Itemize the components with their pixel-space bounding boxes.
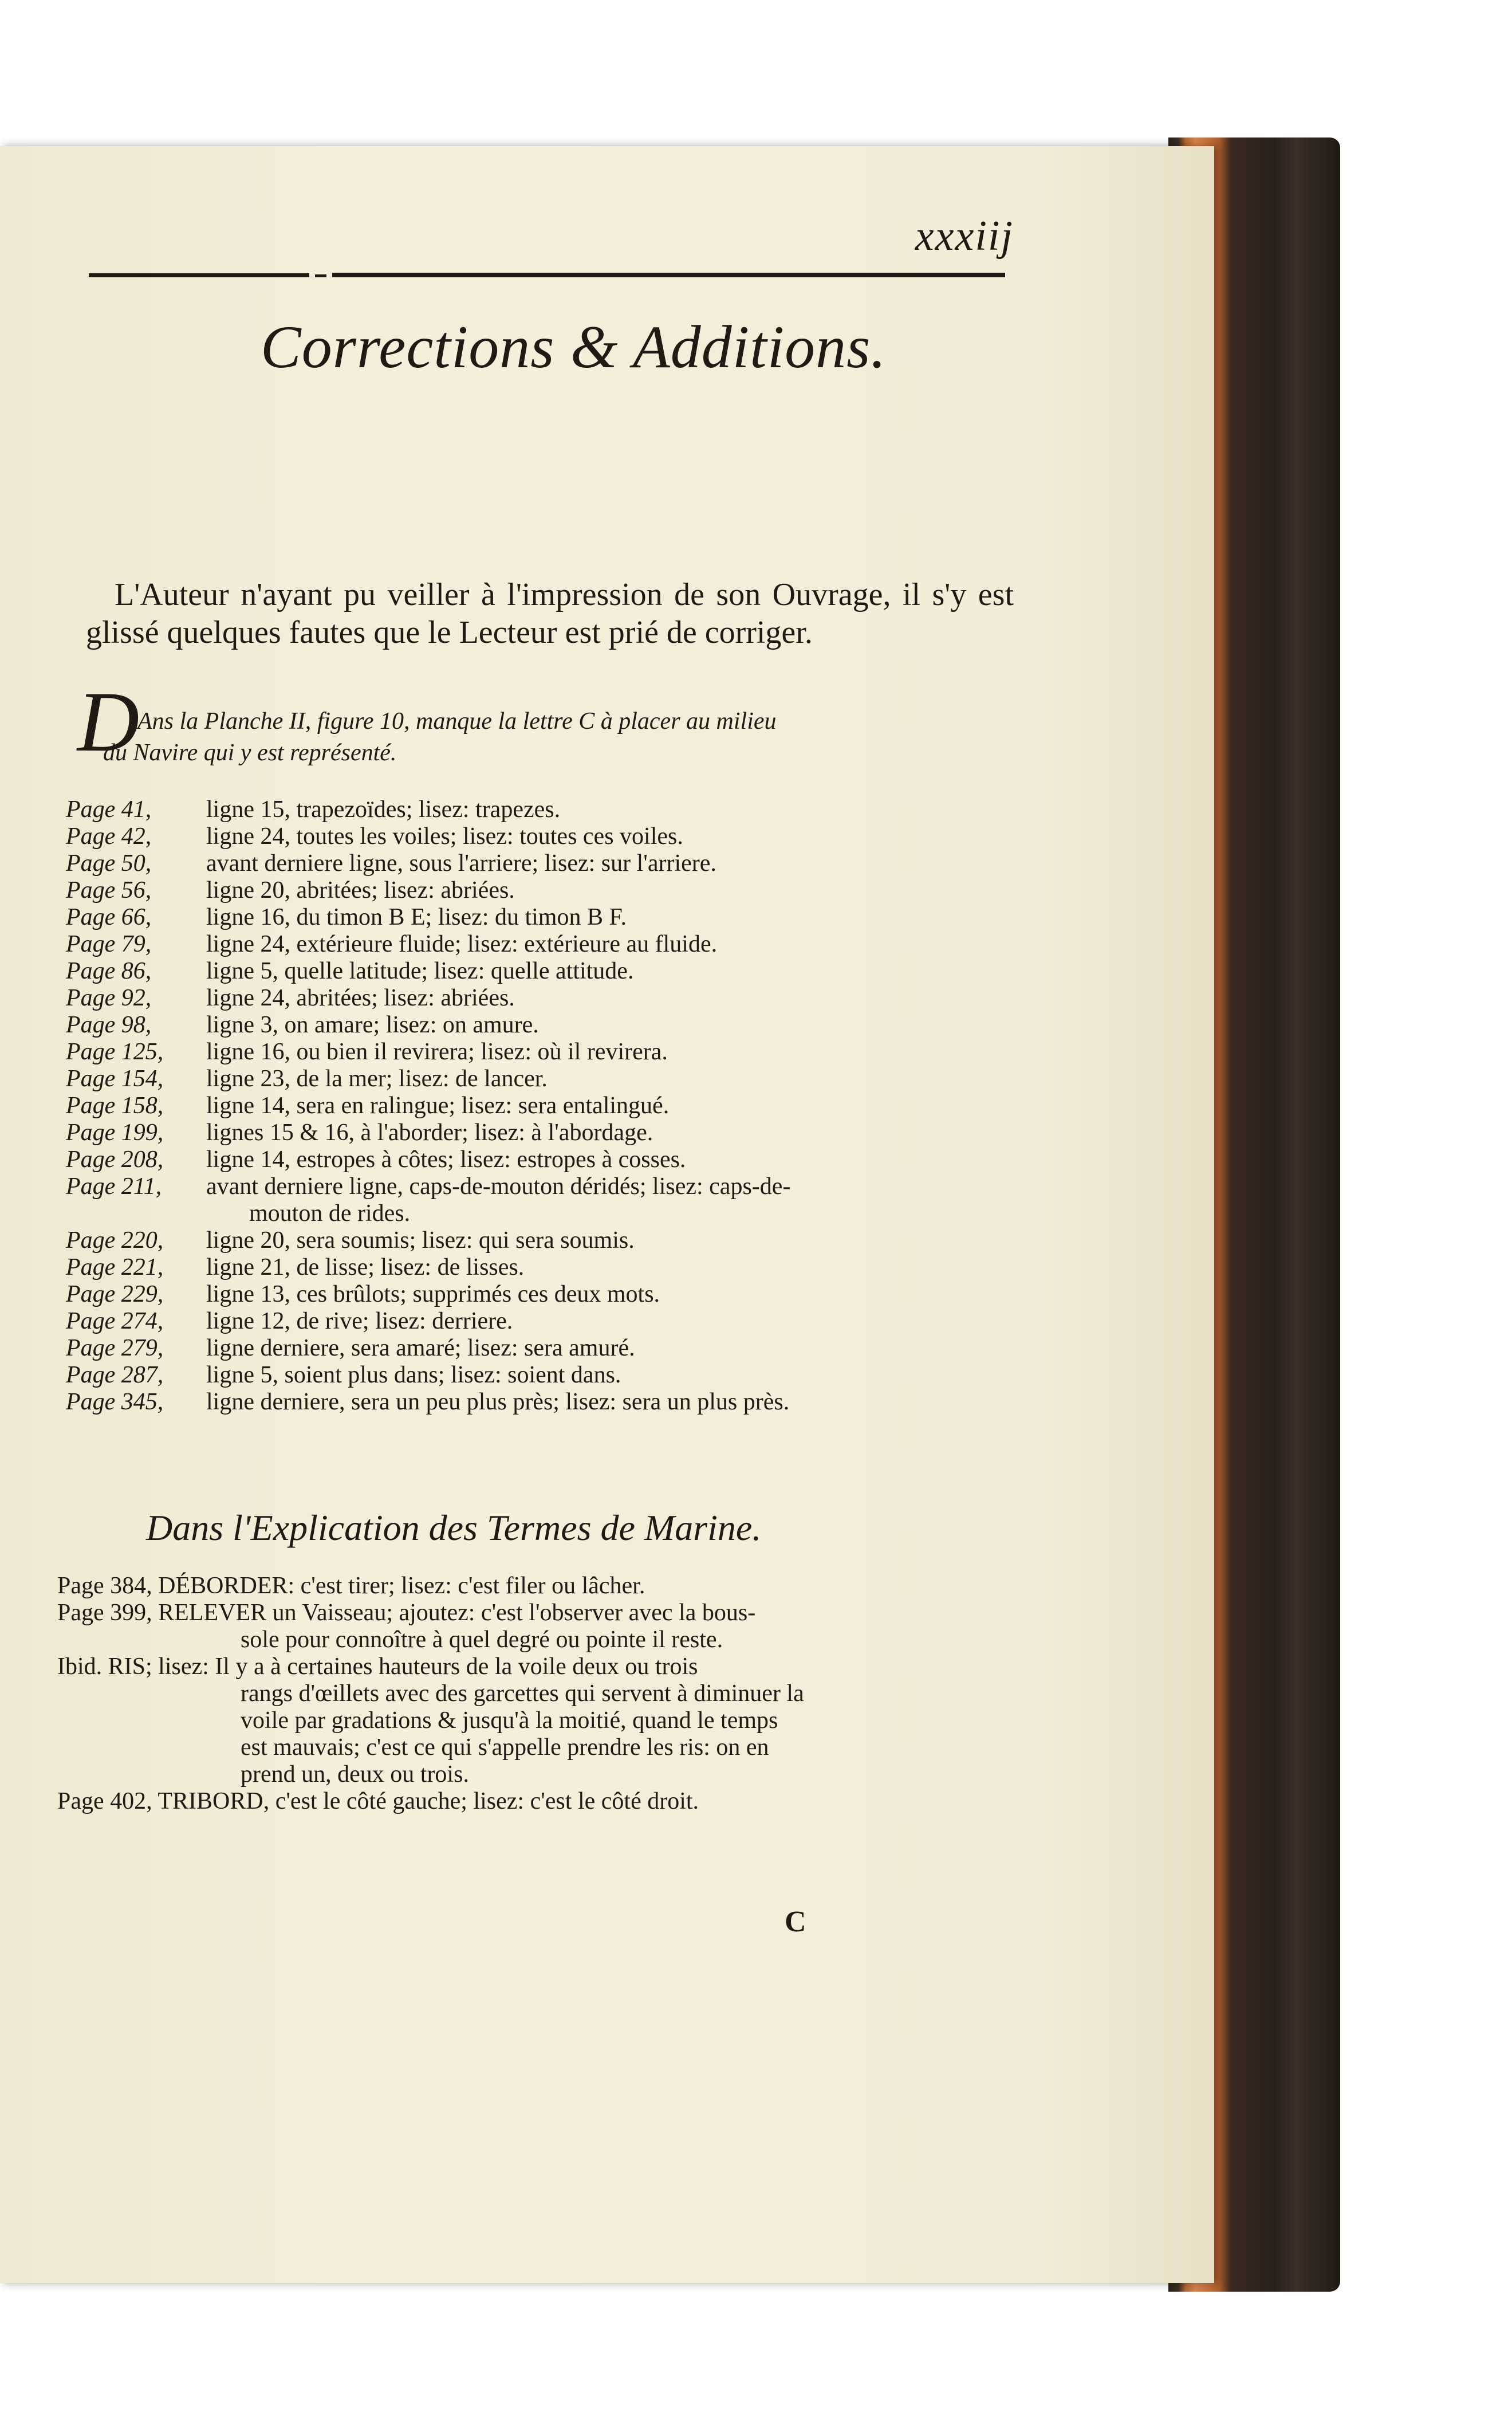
errata-text: ligne 5, quelle latitude; lisez: quelle attitude. <box>206 958 634 984</box>
errata-text: ligne derniere, sera amaré; lisez: sera amuré. <box>206 1335 635 1361</box>
errata-page: Page 199, <box>66 1119 164 1146</box>
errata-row <box>66 931 1005 958</box>
errata-row <box>66 1200 1005 1227</box>
errata-row <box>66 850 1005 877</box>
errata-text: ligne 5, soient plus dans; lisez: soient dans. <box>206 1362 621 1388</box>
errata-text: mouton de rides. <box>249 1200 411 1227</box>
explication-line: Page 384, DÉBORDER: c'est tirer; lisez: c'est filer ou lâcher. <box>57 1573 645 1599</box>
errata-row <box>66 904 1005 931</box>
errata-row <box>66 1335 1005 1362</box>
plate-note-line-2: du Navire qui y est représenté. <box>103 740 397 766</box>
errata-page: Page 221, <box>66 1254 164 1280</box>
errata-row <box>66 877 1005 904</box>
errata-text: ligne 24, toutes les voiles; lisez: toutes ces voiles. <box>206 823 683 850</box>
errata-text: ligne 24, extérieure fluide; lisez: extérieure au fluide. <box>206 931 718 957</box>
errata-page: Page 158, <box>66 1093 164 1119</box>
errata-text: ligne 24, abritées; lisez: abriées. <box>206 985 515 1011</box>
errata-row <box>66 958 1005 985</box>
errata-page: Page 211, <box>66 1173 162 1200</box>
errata-row <box>66 1227 1005 1254</box>
errata-row <box>66 1173 1005 1200</box>
plate-note-line-1: Ans la Planche II, figure 10, manque la lettre C à placer au milieu <box>137 708 777 734</box>
errata-page: Page 229, <box>66 1281 164 1307</box>
errata-page: Page 66, <box>66 904 152 930</box>
errata-text: lignes 15 & 16, à l'aborder; lisez: à l'abordage. <box>206 1119 653 1146</box>
explication-line: est mauvais; c'est ce qui s'appelle prendre les ris: on en <box>241 1734 769 1761</box>
errata-text: ligne 14, sera en ralingue; lisez: sera entalingué. <box>206 1093 670 1119</box>
errata-row <box>66 1281 1005 1308</box>
errata-text: ligne 3, on amare; lisez: on amure. <box>206 1012 539 1038</box>
explication-line: prend un, deux ou trois. <box>241 1761 469 1787</box>
explication-list <box>57 1573 1008 1815</box>
section-heading: Dans l'Explication des Termes de Marine. <box>146 1507 762 1548</box>
header-rule <box>89 272 1005 278</box>
errata-row <box>66 1308 1005 1335</box>
errata-page: Page 98, <box>66 1012 152 1038</box>
drop-cap: D <box>77 674 140 769</box>
errata-text: ligne 15, trapezoïdes; lisez: trapezes. <box>206 796 561 823</box>
errata-text: ligne derniere, sera un peu plus près; lisez: sera un plus près. <box>206 1389 790 1415</box>
errata-row <box>66 796 1005 823</box>
errata-row <box>66 1119 1005 1146</box>
errata-text: ligne 20, sera soumis; lisez: qui sera soumis. <box>206 1227 635 1254</box>
errata-text: ligne 16, ou bien il revirera; lisez: où il revirera. <box>206 1039 668 1065</box>
errata-page: Page 279, <box>66 1335 164 1361</box>
errata-row <box>66 1362 1005 1389</box>
folio-number: xxxiij <box>915 213 1014 260</box>
errata-page: Page 154, <box>66 1066 164 1092</box>
intro-paragraph: L'Auteur n'ayant pu veiller à l'impression de son Ouvrage, il s'y est glissé quelques fautes que le Lecteur est prié de corriger. <box>86 577 1014 650</box>
errata-list <box>66 796 1005 1416</box>
explication-line: voile par gradations & jusqu'à la moitié, quand le temps <box>241 1707 778 1734</box>
errata-text: ligne 21, de lisse; lisez: de lisses. <box>206 1254 525 1280</box>
errata-row <box>66 823 1005 850</box>
errata-row <box>66 1012 1005 1039</box>
errata-page: Page 79, <box>66 931 152 957</box>
errata-row <box>66 1066 1005 1093</box>
errata-page: Page 125, <box>66 1039 164 1065</box>
errata-text: ligne 20, abritées; lisez: abriées. <box>206 877 515 903</box>
errata-row <box>66 1146 1005 1173</box>
errata-text: avant derniere ligne, sous l'arriere; lisez: sur l'arriere. <box>206 850 716 877</box>
errata-text: ligne 23, de la mer; lisez: de lancer. <box>206 1066 548 1092</box>
explication-line: Ibid. RIS; lisez: Il y a à certaines hauteurs de la voile deux ou trois <box>57 1653 698 1680</box>
signature-mark: C <box>785 1906 806 1938</box>
errata-page: Page 56, <box>66 877 152 903</box>
errata-text: ligne 14, estropes à côtes; lisez: estropes à cosses. <box>206 1146 686 1173</box>
errata-page: Page 42, <box>66 823 152 850</box>
errata-text: ligne 13, ces brûlots; supprimés ces deux mots. <box>206 1281 660 1307</box>
errata-page: Page 287, <box>66 1362 164 1388</box>
errata-page: Page 274, <box>66 1308 164 1334</box>
errata-page: Page 86, <box>66 958 152 984</box>
errata-text: avant derniere ligne, caps-de-mouton déridés; lisez: caps-de- <box>206 1173 791 1200</box>
errata-row <box>66 1093 1005 1119</box>
errata-page: Page 41, <box>66 796 152 823</box>
errata-page: Page 50, <box>66 850 152 877</box>
errata-text: ligne 12, de rive; lisez: derriere. <box>206 1308 513 1334</box>
errata-row <box>66 1039 1005 1066</box>
errata-text: ligne 16, du timon B E; lisez: du timon B F. <box>206 904 627 930</box>
errata-page: Page 345, <box>66 1389 164 1415</box>
explication-line: Page 399, RELEVER un Vaisseau; ajoutez: c'est l'observer avec la bous- <box>57 1600 756 1626</box>
errata-page: Page 208, <box>66 1146 164 1173</box>
explication-line: Page 402, TRIBORD, c'est le côté gauche; lisez: c'est le côté droit. <box>57 1788 699 1814</box>
explication-line: sole pour connoître à quel degré ou pointe il reste. <box>241 1627 723 1653</box>
explication-line: rangs d'œillets avec des garcettes qui servent à diminuer la <box>241 1680 804 1707</box>
errata-row <box>66 1389 1005 1416</box>
errata-row <box>66 985 1005 1012</box>
errata-page: Page 220, <box>66 1227 164 1254</box>
page-title: Corrections & Additions. <box>261 313 887 380</box>
errata-page: Page 92, <box>66 985 152 1011</box>
errata-row <box>66 1254 1005 1281</box>
